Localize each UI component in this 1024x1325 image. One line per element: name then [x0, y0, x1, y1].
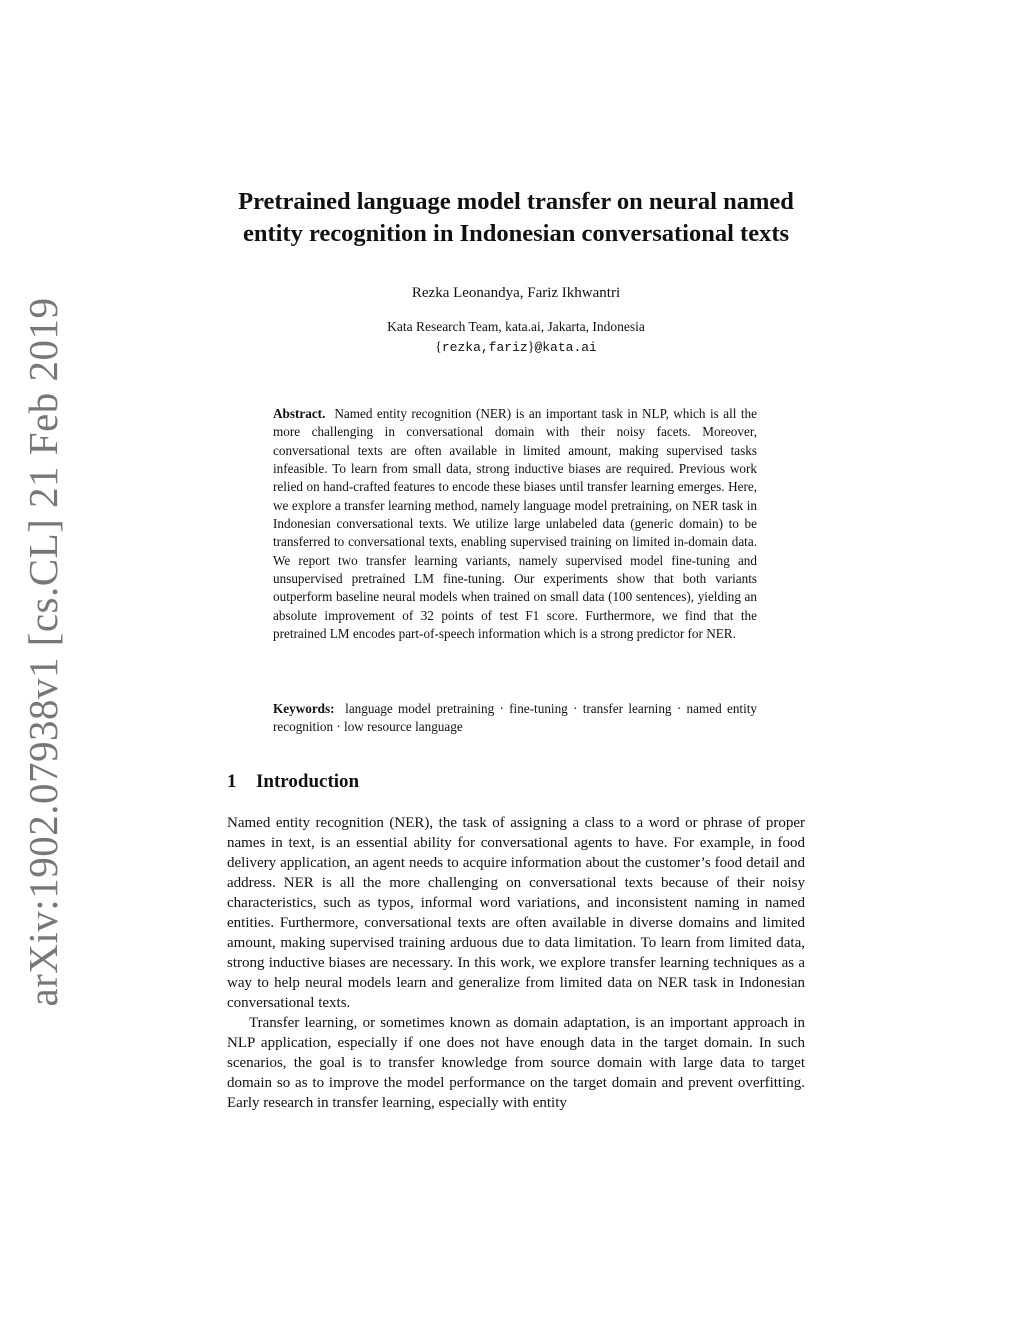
- title-line-1: Pretrained language model transfer on neural named: [238, 188, 794, 215]
- email-names: rezka,fariz: [441, 340, 528, 355]
- affiliation: Kata Research Team, kata.ai, Jakarta, Indonesia: [387, 319, 645, 334]
- email-domain: @kata.ai: [534, 340, 597, 355]
- authors: Rezka Leonandya, Fariz Ikhwantri: [411, 285, 621, 301]
- abstract-text: Named entity recognition (NER) is an important task in NLP, which is all the more challenging in conversational domain with their noisy facets. Moreover, conversational texts are often available in limited amount, making supervised tasks infeasible. To learn from small data, strong inductive biases are required. Previous work relied on hand-crafted features to encode these biases until transfer learning emerges. Here, we explore a transfer learning method, namely language model pretraining, on NER task in Indonesian conversational texts. We utilize large unlabeled data (generic domain) to be transferred to conversational texts, enabling supervised training on limited in-domain data. We report two transfer learning variants, namely supervised model fine-tuning and unsupervised pretrained LM fine-tuning. Our experiments show that both variants outperform baseline neural models when trained on small data (100 sentences), yielding an absolute improvement of 32 points of test F1 score. Furthermore, we find that the pretrained LM encodes part-of-speech information which is a strong predictor for NER.: [273, 406, 757, 642]
- keywords-text: language model pretraining · fine-tuning · transfer learning · named entity recognition · low resource language: [273, 701, 758, 735]
- section-title: Introduction: [256, 771, 360, 792]
- abstract-label: Abstract.: [273, 406, 326, 421]
- section-number: 1: [227, 771, 237, 792]
- paragraph: Named entity recognition (NER), the task of assigning a class to a word or phrase of proper names in text, is an essential ability for conversational agents to have. For example, in food delivery application, an agent needs to acquire information about the customer’s food detail and address. NER is all the more challenging on conversational texts because of their noisy characteristics, such as typos, informal word variations, and inconsistent naming in named entities. Furthermore, conversational texts are often available in diverse domains and limited amount, making supervised training arduous due to data limitation. To learn from limited data, strong inductive biases are necessary. In this work, we explore transfer learning techniques as a way to help neural models learn and generalize from limited data on NER task in Indonesian conversational texts.: [227, 815, 805, 1011]
- arxiv-id: arXiv:1902.07938v1 [cs.CL] 21 Feb 2019: [20, 297, 66, 1007]
- arxiv-stamp: [0, 0, 90, 1325]
- keywords-label: Keywords:: [273, 701, 335, 716]
- email-close-brace: }: [527, 340, 535, 355]
- keywords: [273, 700, 757, 737]
- section-heading: [227, 770, 359, 794]
- email: [227, 338, 805, 358]
- abstract: [273, 405, 757, 643]
- email-open-brace: {: [435, 340, 442, 355]
- paper-title: [227, 186, 805, 250]
- paragraph: Transfer learning, or sometimes known as domain adaptation, is an important approach in NLP application, especially if one does not have enough data in the target domain. In such scenarios, the goal is to transfer knowledge from source domain with large data to target domain so as to improve the model performance on the target domain and prevent overfitting. Early research in transfer learning, especially with entity: [227, 1015, 805, 1111]
- title-line-2: entity recognition in Indonesian conversational texts: [242, 220, 790, 247]
- body-text: [227, 813, 805, 1113]
